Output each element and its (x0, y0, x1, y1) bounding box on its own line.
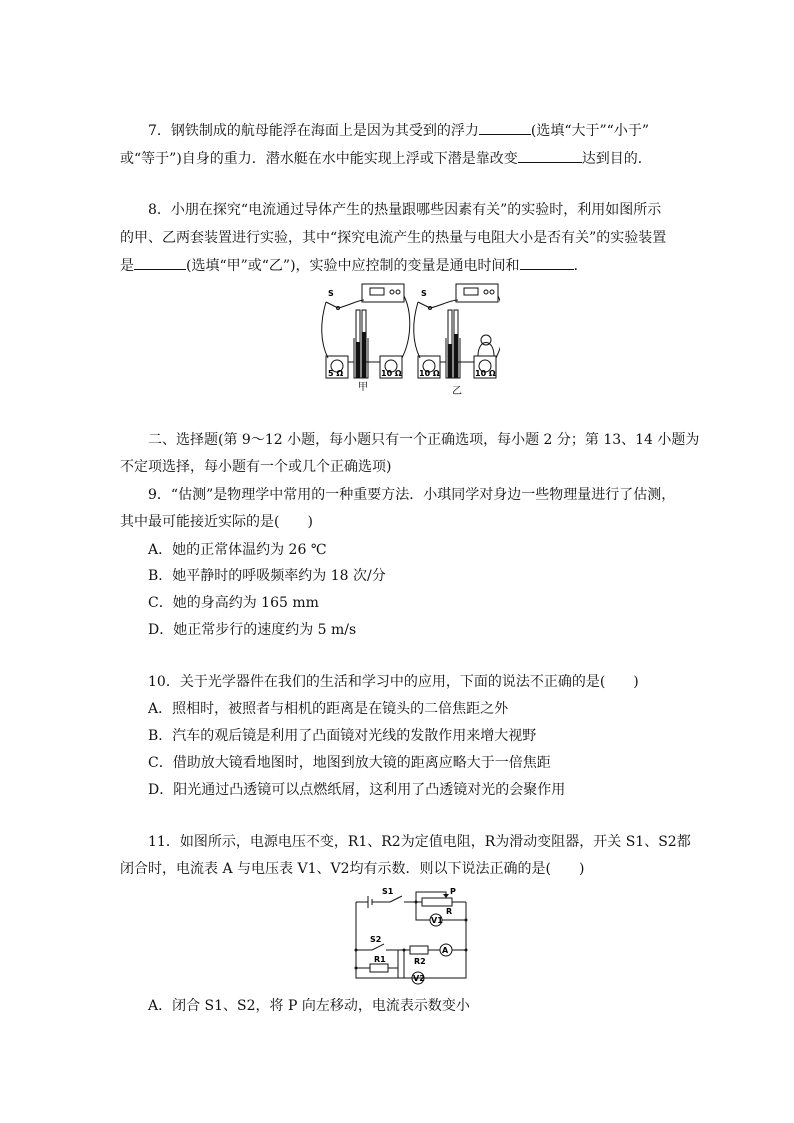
joule-heating-apparatus-figure (318, 282, 500, 398)
q7-blank-1[interactable] (479, 120, 531, 135)
resistor-label-1: 5 Ω (328, 369, 344, 378)
q8-line-3 (120, 255, 588, 276)
q9-option-c[interactable]: C．她的身高约为 165 mm (148, 595, 319, 611)
q10-line-1: 10．关于光学器件在我们的生活和学习中的应用，下面的说法不正确的是( ) (148, 674, 639, 690)
q8-line-1: 8．小朋在探究“电流通过导体产生的热量跟哪些因素有关”的实验时，利用如图所示 (148, 202, 662, 218)
q8-line-2: 的甲、乙两套装置进行实验，其中“探究电流产生的热量与电阻大小是否有关”的实验装置 (120, 230, 667, 246)
rheostat-r (422, 898, 452, 906)
q11-line-1: 11．如图所示，电源电压不变，R1、R2为定值电阻，R为滑动变阻器，开关 S1、S2都 (148, 834, 691, 850)
switch-left-label: S (328, 289, 334, 298)
figure-caption-right: 乙 (452, 386, 462, 397)
switch-s1 (390, 896, 402, 902)
resistor-r2 (410, 946, 428, 954)
label-v2: V2 (413, 974, 425, 983)
q7-text: 或“等于”)自身的重力．潜水艇在水中能实现上浮或下潜是靠改变 (120, 151, 518, 167)
label-s2: S2 (370, 935, 382, 944)
label-r2: R2 (414, 957, 426, 966)
q8-blank-1[interactable] (134, 255, 186, 270)
resistor-label-4: 10 Ω (475, 369, 496, 378)
q10-option-d[interactable]: D．阳光通过凸透镜可以点燃纸屑，这利用了凸透镜对光的会聚作用 (148, 782, 566, 798)
label-a: A (442, 946, 449, 955)
section2-line-1: 二、选择题(第 9～12 小题，每小题只有一个正确选项，每小题 2 分；第 13、14 小题为 (148, 432, 700, 448)
q8-text: 是 (120, 258, 134, 274)
label-v1: V1 (431, 916, 443, 925)
resistor-label-2: 10 Ω (381, 369, 402, 378)
resistor-r1 (370, 964, 388, 972)
switch-right (418, 302, 430, 308)
q11-line-2: 闭合时，电流表 A 与电压表 V1、V2均有示数．则以下说法正确的是( ) (120, 861, 585, 877)
q9-line-2: 其中最可能接近实际的是( ) (120, 514, 313, 530)
q7-text: 7．钢铁制成的航母能浮在海面上是因为其受到的浮力 (148, 123, 479, 139)
circuit-diagram-figure (350, 884, 472, 990)
power-supply-left (362, 284, 404, 302)
q7-line-2 (120, 148, 652, 169)
label-s1: S1 (382, 887, 394, 896)
switch-left (326, 302, 338, 308)
q9-option-b[interactable]: B．她平静时的呼吸频率约为 18 次/分 (148, 568, 386, 584)
label-r: R (446, 907, 453, 916)
figure-caption-left: 甲 (358, 382, 368, 393)
q11-option-a[interactable]: A．闭合 S1、S2，将 P 向左移动，电流表示数变小 (148, 998, 470, 1014)
power-supply-right (456, 284, 498, 302)
q10-option-a[interactable]: A．照相时，被照者与相机的距离是在镜头的二倍焦距之外 (148, 701, 509, 717)
q10-option-c[interactable]: C．借助放大镜看地图时，地图到放大镜的距离应略大于一倍焦距 (148, 755, 551, 771)
section2-line-2: 不定项选择，每小题有一个或几个正确选项) (120, 459, 392, 475)
q7-blank-2[interactable] (518, 148, 582, 163)
q10-option-b[interactable]: B．汽车的观后镜是利用了凸面镜对光线的发散作用来增大视野 (148, 728, 537, 744)
label-r1: R1 (374, 955, 386, 964)
q7-line-1 (148, 120, 649, 141)
q9-option-a[interactable]: A．她的正常体温约为 26 ℃ (148, 542, 327, 558)
q8-text: ． (573, 258, 588, 274)
q9-line-1: 9．“估测”是物理学中常用的一种重要方法．小琪同学对身边一些物理量进行了估测， (148, 487, 676, 503)
switch-right-label: S (421, 289, 427, 298)
label-p: P (450, 887, 456, 896)
q7-text: 达到目的． (581, 151, 652, 167)
switch-s2 (372, 944, 384, 950)
q8-blank-2[interactable] (520, 255, 574, 270)
q7-text: (选填“大于”“小于” (530, 123, 649, 139)
q8-text: (选填“甲”或“乙”)，实验中应控制的变量是通电时间和 (186, 258, 520, 274)
resistor-label-3: 10 Ω (419, 369, 440, 378)
q9-option-d[interactable]: D．她正常步行的速度约为 5 m/s (148, 622, 357, 638)
